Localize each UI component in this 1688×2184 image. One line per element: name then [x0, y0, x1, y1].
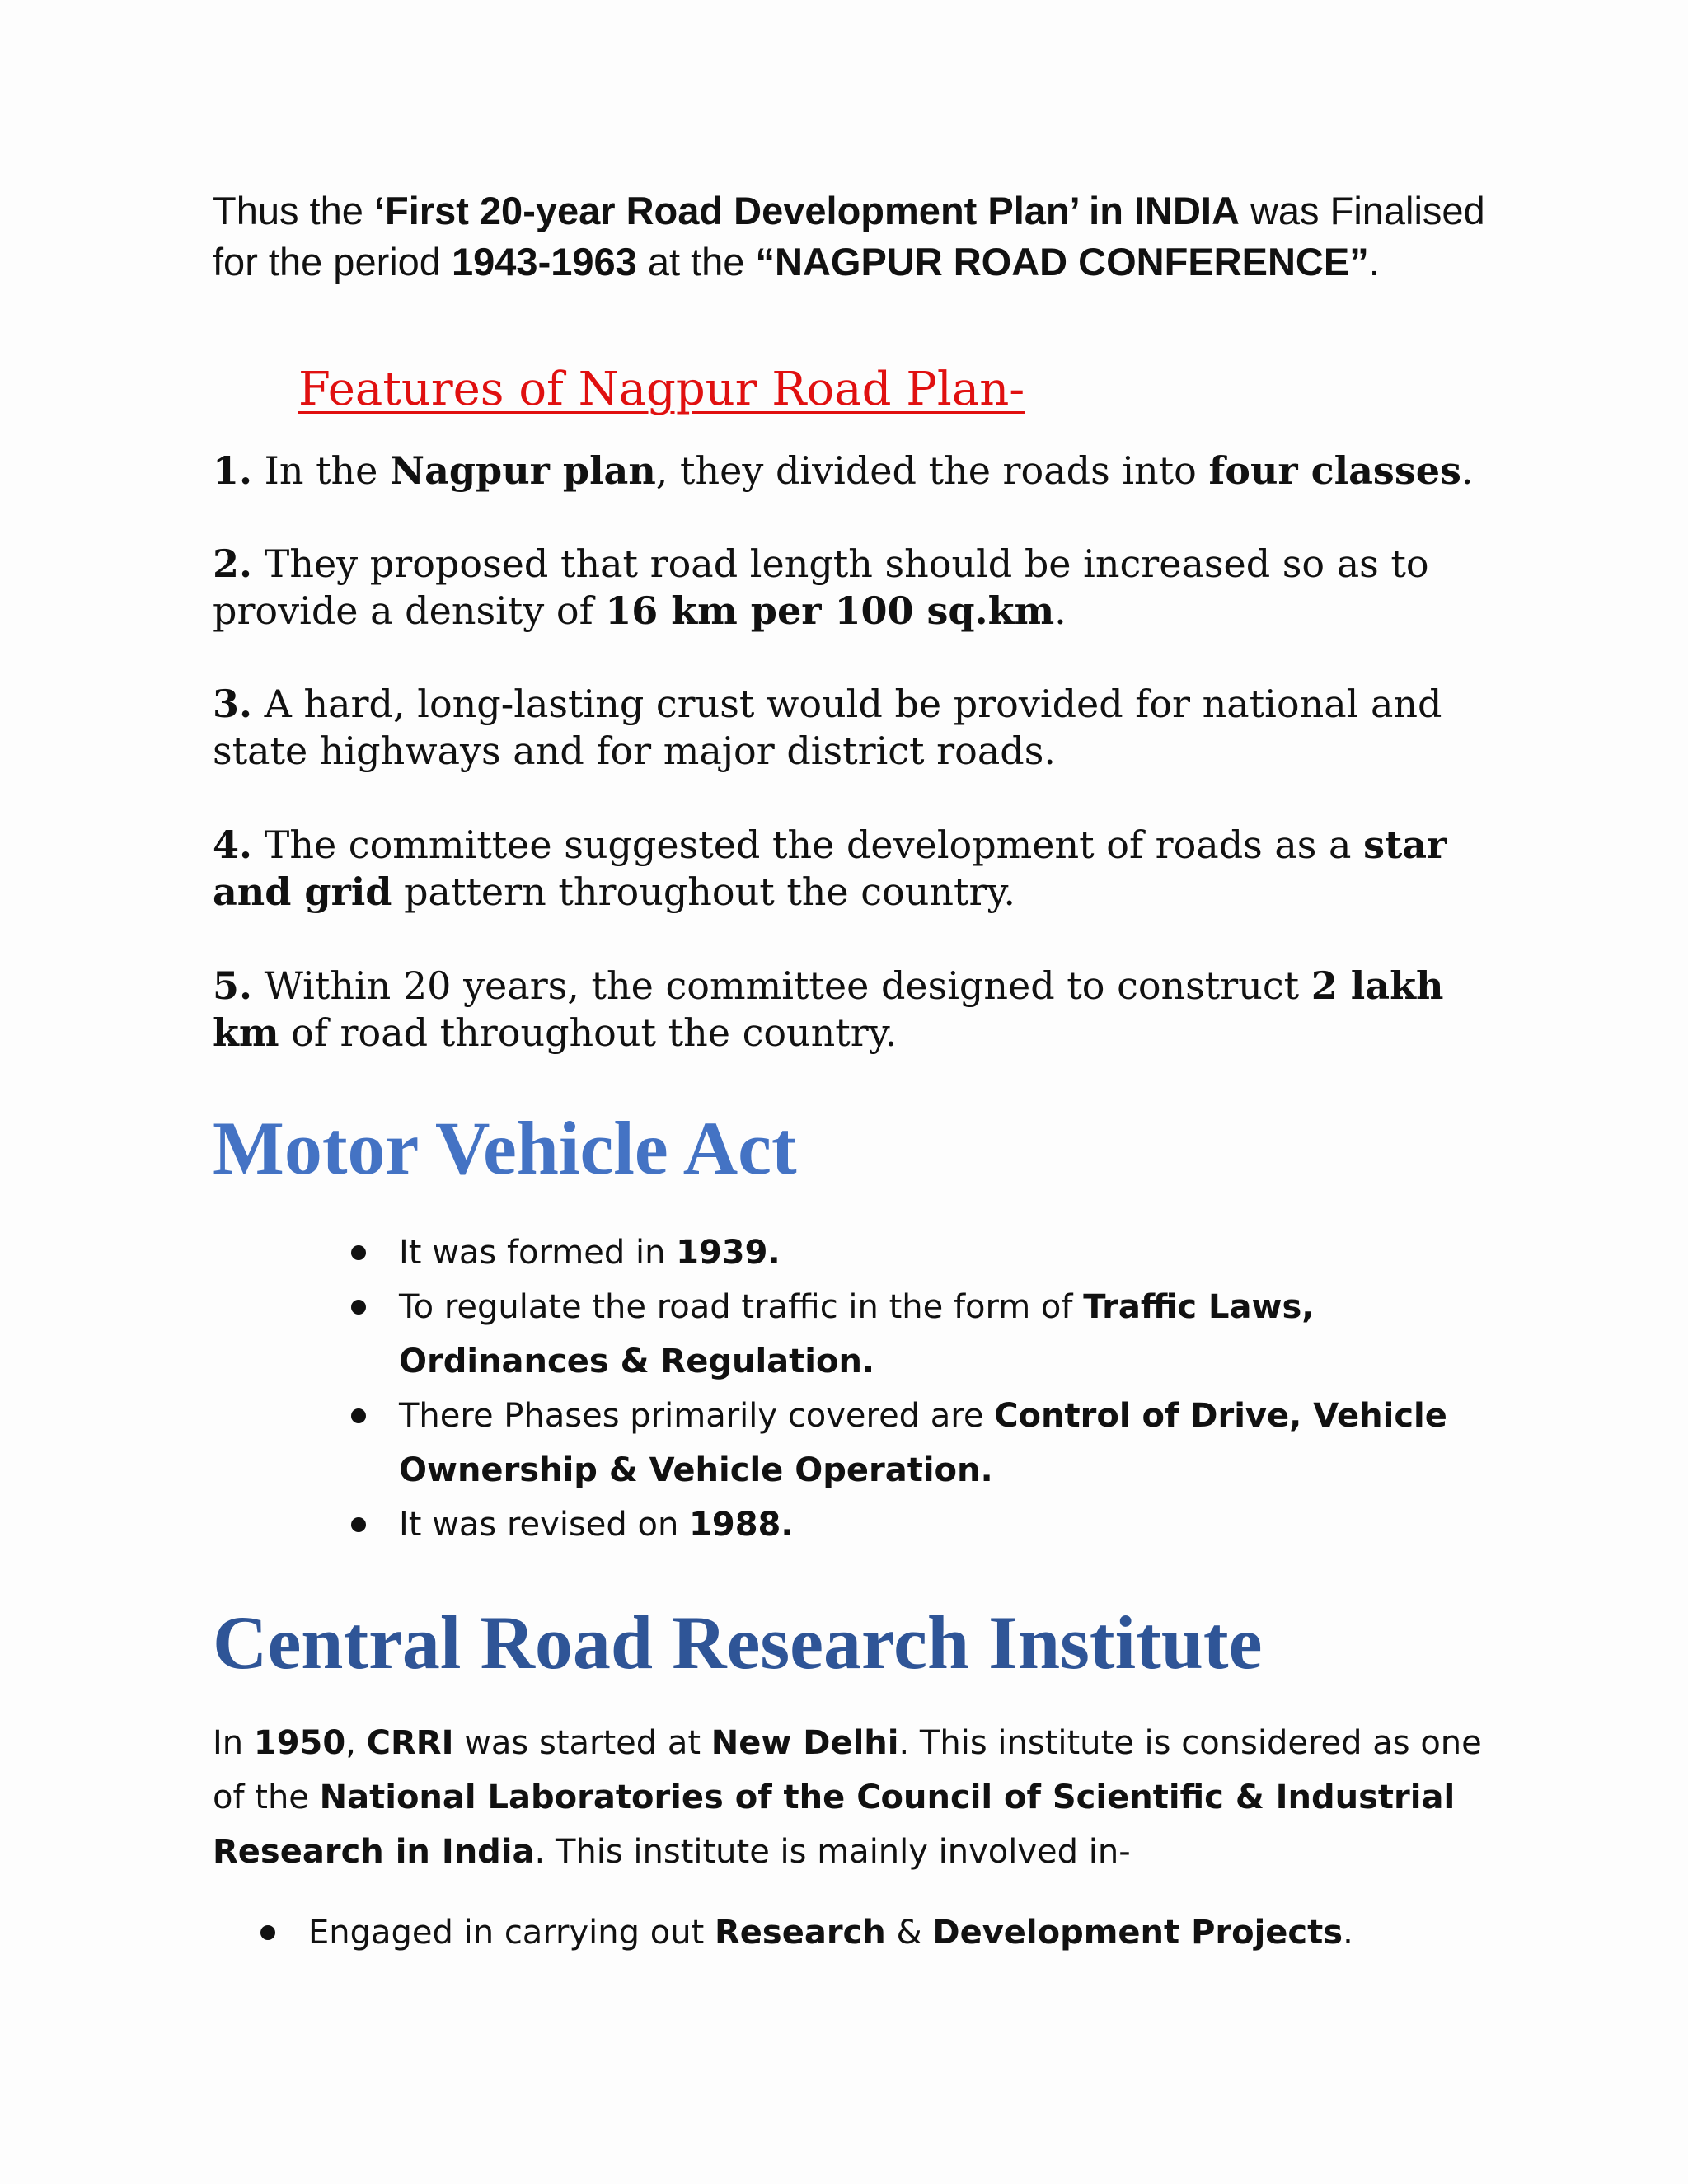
list-item-text: There Phases primarily covered are [399, 1397, 995, 1435]
feature-bold: Nagpur plan [390, 448, 656, 493]
feature-bold: 16 km per 100 sq.km [605, 588, 1055, 633]
list-item [346, 1280, 1500, 1389]
intro-text: was Finalised for the period [213, 189, 1485, 284]
feature-bold: star and grid [213, 823, 1447, 914]
feature-text: . [1461, 448, 1474, 493]
feature-text: pattern throughout the country. [392, 869, 1015, 914]
para-bold: 1950 [253, 1724, 346, 1762]
list-item [346, 1497, 1500, 1552]
feature-bold: 2 lakh km [213, 963, 1444, 1055]
feature-item [213, 963, 1498, 1057]
para-bold: New Delhi [710, 1724, 899, 1762]
list-item [256, 1905, 1409, 1960]
para-bold: CRRI [366, 1724, 454, 1762]
list-item-text: It was formed in [399, 1234, 677, 1272]
list-item-bold: Research [714, 1914, 886, 1952]
mva-heading: Motor Vehicle Act [213, 1106, 797, 1190]
list-item-bold: Development Projects [932, 1914, 1343, 1952]
crri-paragraph [213, 1716, 1498, 1879]
feature-text: of road throughout the country. [279, 1010, 898, 1055]
feature-text: , they divided the roads into [655, 448, 1209, 493]
intro-bold-period: 1943-1963 [452, 240, 637, 284]
list-item [346, 1226, 1500, 1280]
intro-text: at the [636, 240, 756, 284]
intro-text: . [1368, 240, 1380, 284]
list-item-bold: 1939. [676, 1234, 781, 1272]
feature-text: They proposed that road length should be increased so as to provide a density of [213, 541, 1429, 633]
feature-number: 3. [213, 682, 253, 726]
para-text: . This institute is considered as one of the [213, 1724, 1482, 1816]
feature-text: . [1054, 588, 1067, 633]
feature-number: 4. [213, 823, 253, 867]
para-text: In [213, 1724, 254, 1762]
list-item-bold: Control of Drive, Vehicle Ownership & Vehicle Operation. [399, 1397, 1447, 1489]
feature-number: 1. [213, 448, 253, 493]
list-item-text: To regulate the road traffic in the form of [399, 1288, 1084, 1326]
feature-text: A hard, long-lasting crust would be provided for national and state highways and for major district roads. [213, 682, 1442, 773]
feature-text: The committee suggested the development of roads as a [252, 823, 1364, 867]
feature-text: Within 20 years, the committee designed to construct [252, 963, 1311, 1008]
list-item-bold: 1988. [689, 1506, 794, 1544]
para-text: , [345, 1724, 367, 1762]
intro-paragraph [213, 185, 1498, 288]
mva-list [346, 1226, 1500, 1552]
para-text: was started at [453, 1724, 711, 1762]
feature-number: 5. [213, 963, 253, 1008]
list-item [346, 1389, 1500, 1497]
crri-heading: Central Road Research Institute [213, 1601, 1263, 1685]
feature-item [213, 822, 1498, 916]
list-item-text: Engaged in carrying out [308, 1914, 715, 1952]
feature-item [213, 541, 1498, 635]
feature-item [213, 448, 1498, 494]
intro-bold-plan: ‘First 20-year Road Development Plan’ in INDIA [373, 189, 1240, 232]
features-title: Features of Nagpur Road Plan- [298, 363, 1025, 416]
feature-text: In the [252, 448, 391, 493]
intro-text: Thus the [213, 189, 374, 232]
para-text: . This institute is mainly involved in- [534, 1833, 1131, 1871]
intro-bold-conference: “NAGPUR ROAD CONFERENCE” [755, 240, 1369, 284]
para-bold: National Laboratories of the Council of Scientific & Industrial Research in India [213, 1779, 1456, 1871]
list-item-text: & [885, 1914, 933, 1952]
list-item-text: It was revised on [399, 1506, 690, 1544]
crri-list [256, 1905, 1409, 1960]
feature-bold: four classes [1208, 448, 1461, 493]
feature-item [213, 681, 1498, 775]
list-item-bold: Traffic Laws, Ordinances & Regulation. [399, 1288, 1315, 1380]
list-item-text: . [1343, 1914, 1353, 1952]
feature-number: 2. [213, 541, 253, 586]
